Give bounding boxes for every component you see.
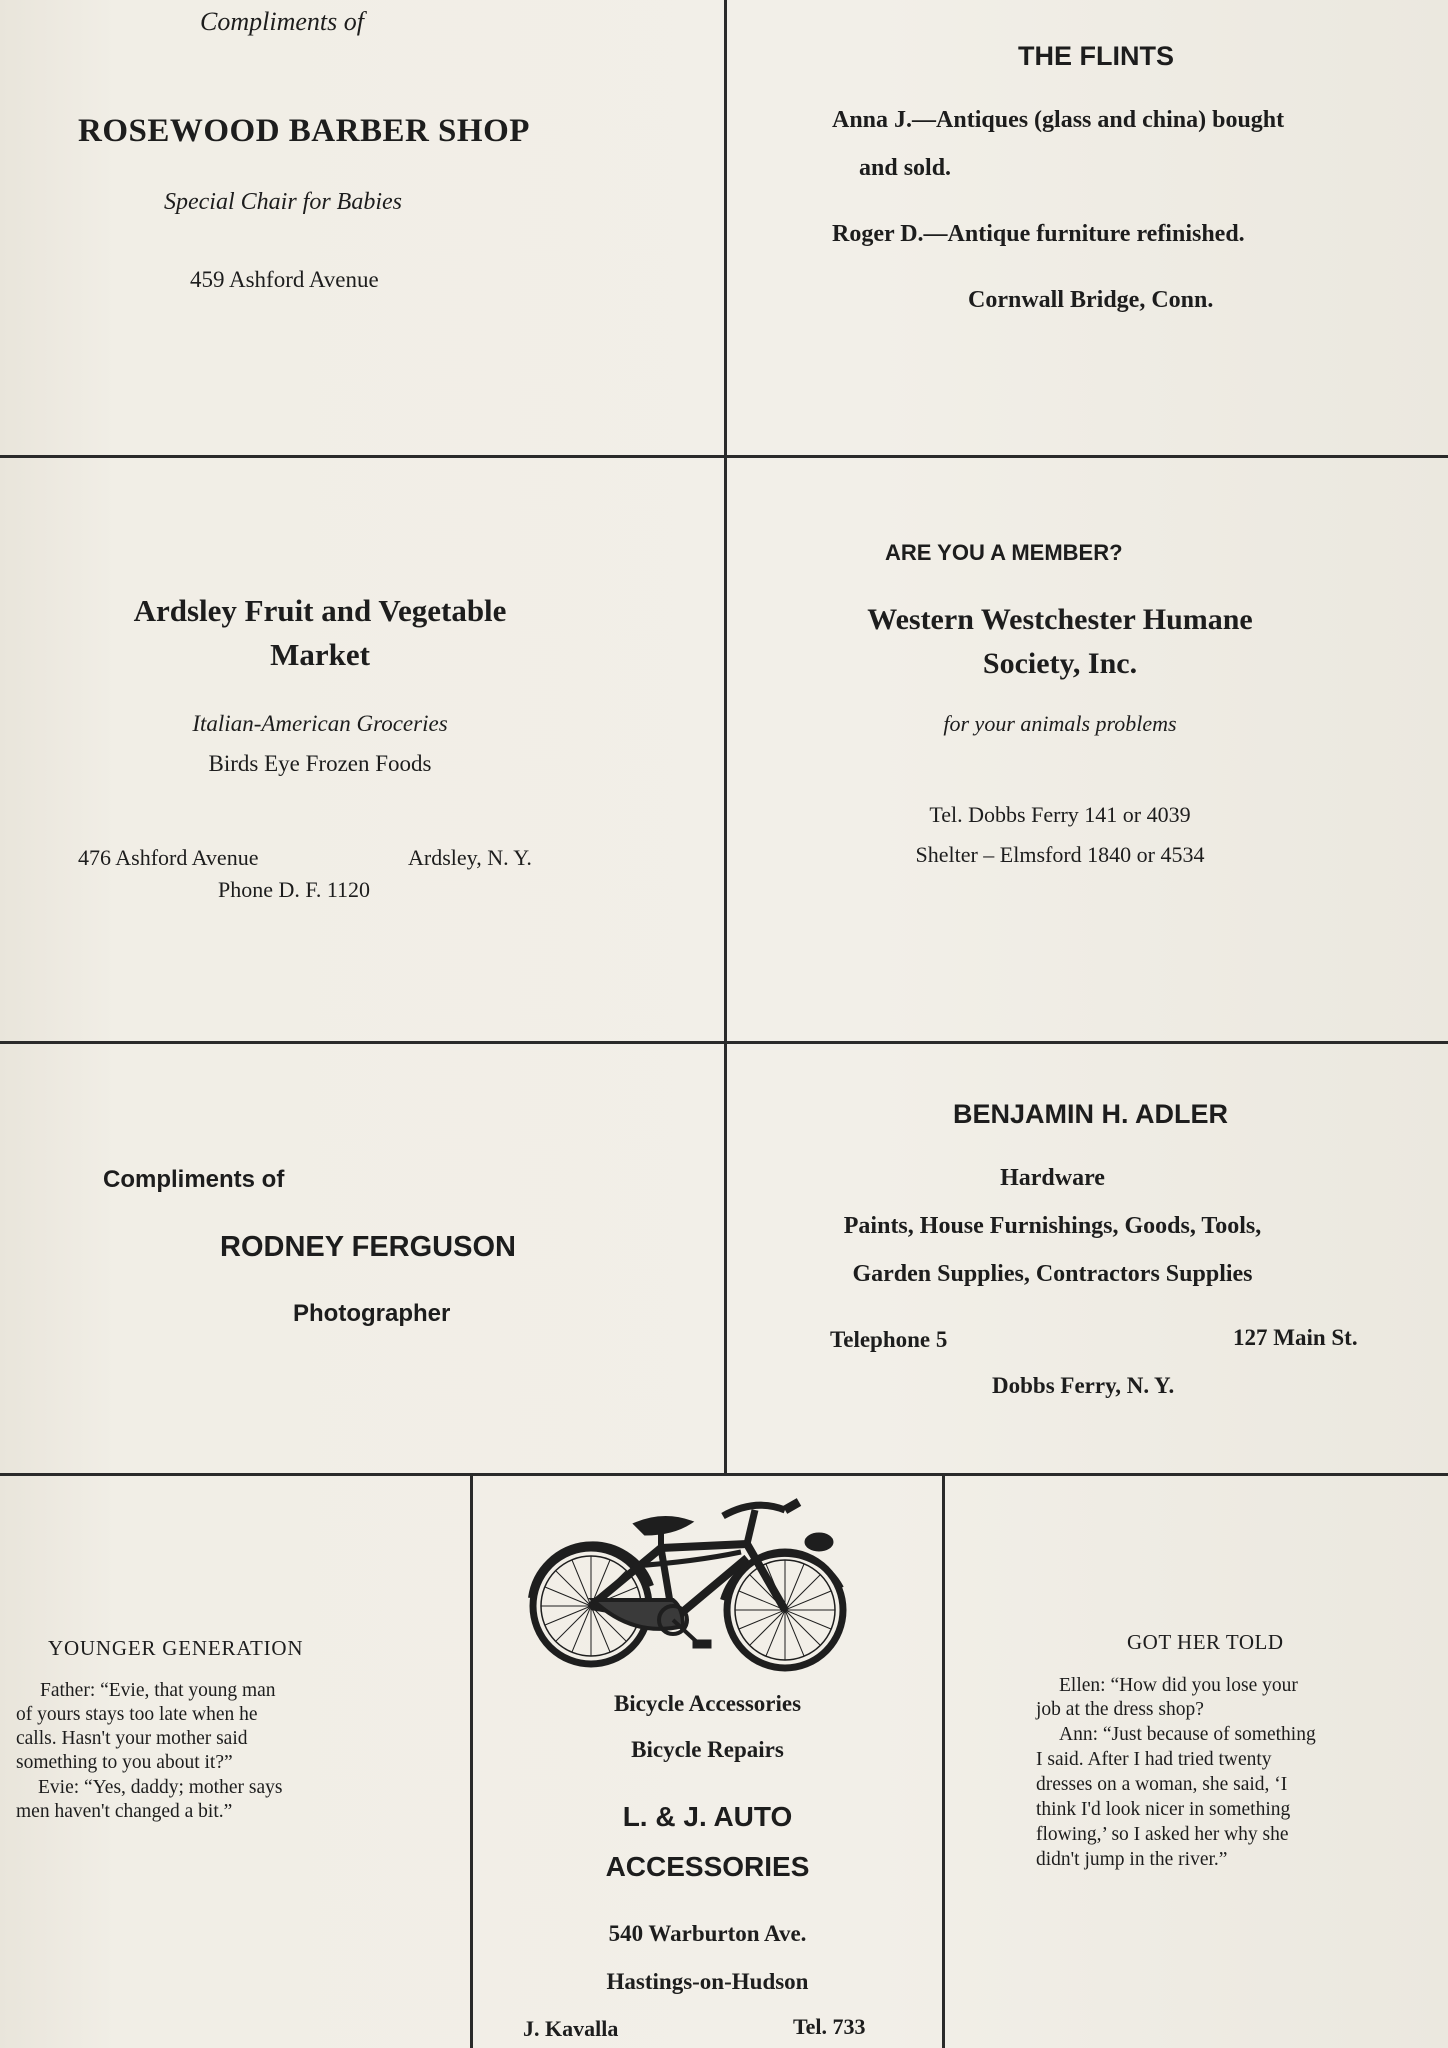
auto-name-line1: L. & J. AUTO [622,1801,793,1832]
joke-younger-generation [0,1476,470,2048]
shop-tagline: Special Chair for Babies [164,189,402,215]
flints-location: Cornwall Bridge, Conn. [968,287,1214,313]
adler-town: Dobbs Ferry, N. Y. [992,1373,1175,1398]
ad-lj-auto-accessories [473,1476,942,2048]
market-address: 476 Ashford Avenue [78,845,259,870]
photographer-name: RODNEY FERGUSON [220,1231,516,1263]
joke-line: Evie: “Yes, daddy; mother says [38,1777,283,1798]
flints-line-anna-cont: and sold. [859,155,952,181]
adler-products-line2: Garden Supplies, Contractors Supplies [852,1261,1253,1287]
auto-town: Hastings-on-Hudson [606,1969,809,1994]
society-tel: Tel. Dobbs Ferry 141 or 4039 [929,802,1191,827]
adler-address: 127 Main St. [1233,1325,1358,1350]
auto-tel: Tel. 733 [793,2014,866,2039]
joke-line: think I'd look nicer in something [1036,1799,1291,1820]
auto-address: 540 Warburton Ave. [608,1921,807,1946]
market-name-line1: Ardsley Fruit and Vegetable [133,593,507,628]
joke-line: men haven't changed a bit.” [16,1801,233,1822]
shop-name: ROSEWOOD BARBER SHOP [78,113,530,149]
compliments-label: Compliments of [200,7,364,36]
society-name-line2: Society, Inc. [982,647,1138,680]
joke-line: dresses on a woman, she said, ‘I [1036,1774,1288,1795]
ad-ardsley-market [0,458,724,1041]
flints-name: THE FLINTS [1018,41,1174,71]
auto-bicycle-accessories: Bicycle Accessories [613,1691,802,1716]
bicycle-illustration [523,1488,883,1688]
member-question: ARE YOU A MEMBER? [885,540,1123,565]
joke-line: job at the dress shop? [1036,1699,1204,1720]
compliments-label: Compliments of [103,1166,285,1193]
flints-line-roger: Roger D.—Antique furniture refinished. [832,221,1245,247]
shop-address: 459 Ashford Avenue [190,267,379,292]
ad-rodney-ferguson [0,1044,724,1473]
ad-rosewood-barber-shop [0,0,724,455]
auto-owner: J. Kavalla [523,2016,619,2041]
market-frozen-foods: Birds Eye Frozen Foods [208,751,432,776]
joke-line: something to you about it?” [16,1752,233,1773]
market-town: Ardsley, N. Y. [408,845,532,870]
market-groceries: Italian-American Groceries [192,711,448,736]
society-name-line1: Western Westchester Humane [867,603,1253,636]
auto-name-line2: ACCESSORIES [605,1851,810,1882]
joke-line: calls. Hasn't your mother said [16,1728,248,1749]
joke-line: flowing,’ so I asked her why she [1036,1824,1289,1845]
society-shelter: Shelter – Elmsford 1840 or 4534 [915,842,1205,867]
joke-line: Ellen: “How did you lose your [1059,1675,1298,1696]
society-tagline: for your animals problems [943,711,1177,736]
joke-line: Ann: “Just because of something [1059,1724,1316,1745]
joke-line: I said. After I had tried twenty [1036,1749,1272,1770]
flints-line-anna: Anna J.—Antiques (glass and china) bought [832,107,1285,133]
joke-line: didn't jump in the river.” [1036,1849,1228,1870]
ad-the-flints [727,0,1448,455]
joke-line: Father: “Evie, that young man [40,1680,276,1701]
joke-title: YOUNGER GENERATION [48,1636,304,1660]
ad-benjamin-adler [727,1044,1448,1473]
auto-bicycle-repairs: Bicycle Repairs [631,1737,784,1762]
ad-humane-society [727,458,1448,1041]
photographer-title: Photographer [293,1300,451,1327]
joke-got-her-told [945,1476,1448,2048]
adler-name: BENJAMIN H. ADLER [953,1099,1229,1129]
adler-phone: Telephone 5 [830,1327,948,1352]
market-name-line2: Market [270,637,370,672]
joke-line: of yours stays too late when he [16,1704,258,1725]
joke-title: GOT HER TOLD [1127,1630,1284,1654]
market-phone: Phone D. F. 1120 [218,877,371,902]
adler-hardware: Hardware [1000,1165,1105,1191]
adler-products-line1: Paints, House Furnishings, Goods, Tools, [843,1213,1262,1239]
